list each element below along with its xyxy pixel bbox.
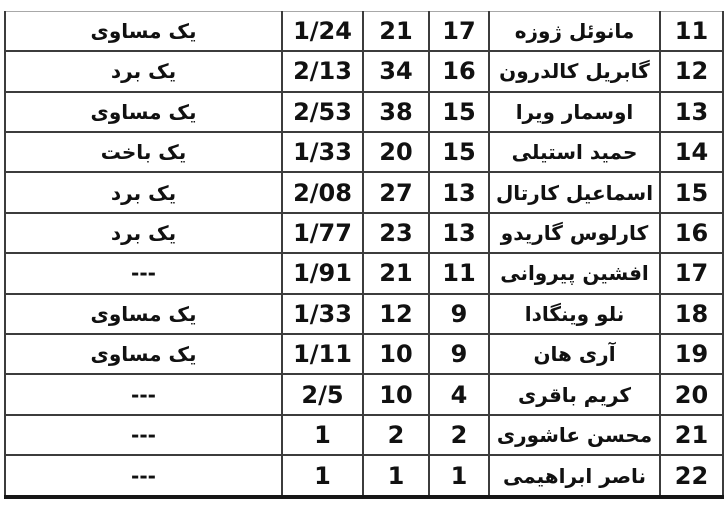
cell-coach-name: آری هان [489, 334, 660, 374]
cell-result-note: یک برد [5, 172, 282, 212]
cell-average: 1/24 [282, 12, 363, 52]
cell-coach-name: کریم باقری [489, 374, 660, 414]
cell-coach-name: اوسمار ویرا [489, 92, 660, 132]
cell-coach-name: نلو وینگادا [489, 294, 660, 334]
cell-count-2: 23 [363, 213, 429, 253]
cell-count-1: 1 [429, 455, 489, 497]
cell-coach-name: افشین پیروانی [489, 253, 660, 293]
cell-count-2: 27 [363, 172, 429, 212]
cell-result-note: --- [5, 455, 282, 497]
cell-count-2: 38 [363, 92, 429, 132]
cell-count-2: 21 [363, 253, 429, 293]
cell-count-2: 21 [363, 12, 429, 52]
cell-rank: 13 [660, 92, 723, 132]
cell-count-1: 9 [429, 334, 489, 374]
cell-count-2: 1 [363, 455, 429, 497]
cell-average: 1 [282, 415, 363, 455]
cell-rank: 21 [660, 415, 723, 455]
cell-count-2: 10 [363, 374, 429, 414]
cell-rank: 19 [660, 334, 723, 374]
cell-count-2: 34 [363, 51, 429, 91]
cell-count-1: 16 [429, 51, 489, 91]
cell-result-note: --- [5, 415, 282, 455]
cell-count-1: 15 [429, 92, 489, 132]
cell-count-2: 20 [363, 132, 429, 172]
table-row [5, 172, 723, 212]
cell-rank: 20 [660, 374, 723, 414]
cell-count-1: 13 [429, 172, 489, 212]
cell-count-1: 17 [429, 12, 489, 52]
cell-average: 1/91 [282, 253, 363, 293]
cell-coach-name: ناصر ابراهیمی [489, 455, 660, 497]
table-row [5, 213, 723, 253]
cell-average: 1/77 [282, 213, 363, 253]
cell-rank: 17 [660, 253, 723, 293]
cell-rank: 16 [660, 213, 723, 253]
cell-average: 2/13 [282, 51, 363, 91]
cell-result-note: یک برد [5, 213, 282, 253]
cell-result-note: یک مساوی [5, 92, 282, 132]
cell-result-note: --- [5, 374, 282, 414]
cell-result-note: یک مساوی [5, 334, 282, 374]
cell-rank: 11 [660, 12, 723, 52]
cell-count-1: 9 [429, 294, 489, 334]
table-body [5, 12, 723, 498]
table-row [5, 12, 723, 52]
cell-rank: 14 [660, 132, 723, 172]
cell-average: 1 [282, 455, 363, 497]
table-row [5, 51, 723, 91]
cell-count-1: 4 [429, 374, 489, 414]
cell-coach-name: محسن عاشوری [489, 415, 660, 455]
standings-table [4, 11, 724, 499]
cell-average: 1/33 [282, 132, 363, 172]
cell-count-1: 15 [429, 132, 489, 172]
cell-coach-name: اسماعیل کارتال [489, 172, 660, 212]
table-row [5, 374, 723, 414]
cell-count-2: 10 [363, 334, 429, 374]
cell-average: 2/53 [282, 92, 363, 132]
cell-result-note: یک مساوی [5, 294, 282, 334]
cell-result-note: یک مساوی [5, 12, 282, 52]
cell-count-2: 2 [363, 415, 429, 455]
table-row [5, 455, 723, 497]
table-row [5, 334, 723, 374]
cell-rank: 12 [660, 51, 723, 91]
cell-rank: 18 [660, 294, 723, 334]
cell-rank: 22 [660, 455, 723, 497]
cell-result-note: --- [5, 253, 282, 293]
cell-count-1: 11 [429, 253, 489, 293]
cell-coach-name: حمید استیلی [489, 132, 660, 172]
cell-average: 1/11 [282, 334, 363, 374]
cell-average: 1/33 [282, 294, 363, 334]
table-row [5, 132, 723, 172]
table-row [5, 253, 723, 293]
cell-count-1: 13 [429, 213, 489, 253]
cell-result-note: یک برد [5, 51, 282, 91]
cell-count-1: 2 [429, 415, 489, 455]
cell-count-2: 12 [363, 294, 429, 334]
table-row [5, 294, 723, 334]
cell-result-note: یک باخت [5, 132, 282, 172]
cell-coach-name: مانوئل ژوزه [489, 12, 660, 52]
table-row [5, 415, 723, 455]
table-row [5, 92, 723, 132]
cell-coach-name: کارلوس گاریدو [489, 213, 660, 253]
cell-average: 2/08 [282, 172, 363, 212]
cell-coach-name: گابریل کالدرون [489, 51, 660, 91]
cell-average: 2/5 [282, 374, 363, 414]
cell-rank: 15 [660, 172, 723, 212]
